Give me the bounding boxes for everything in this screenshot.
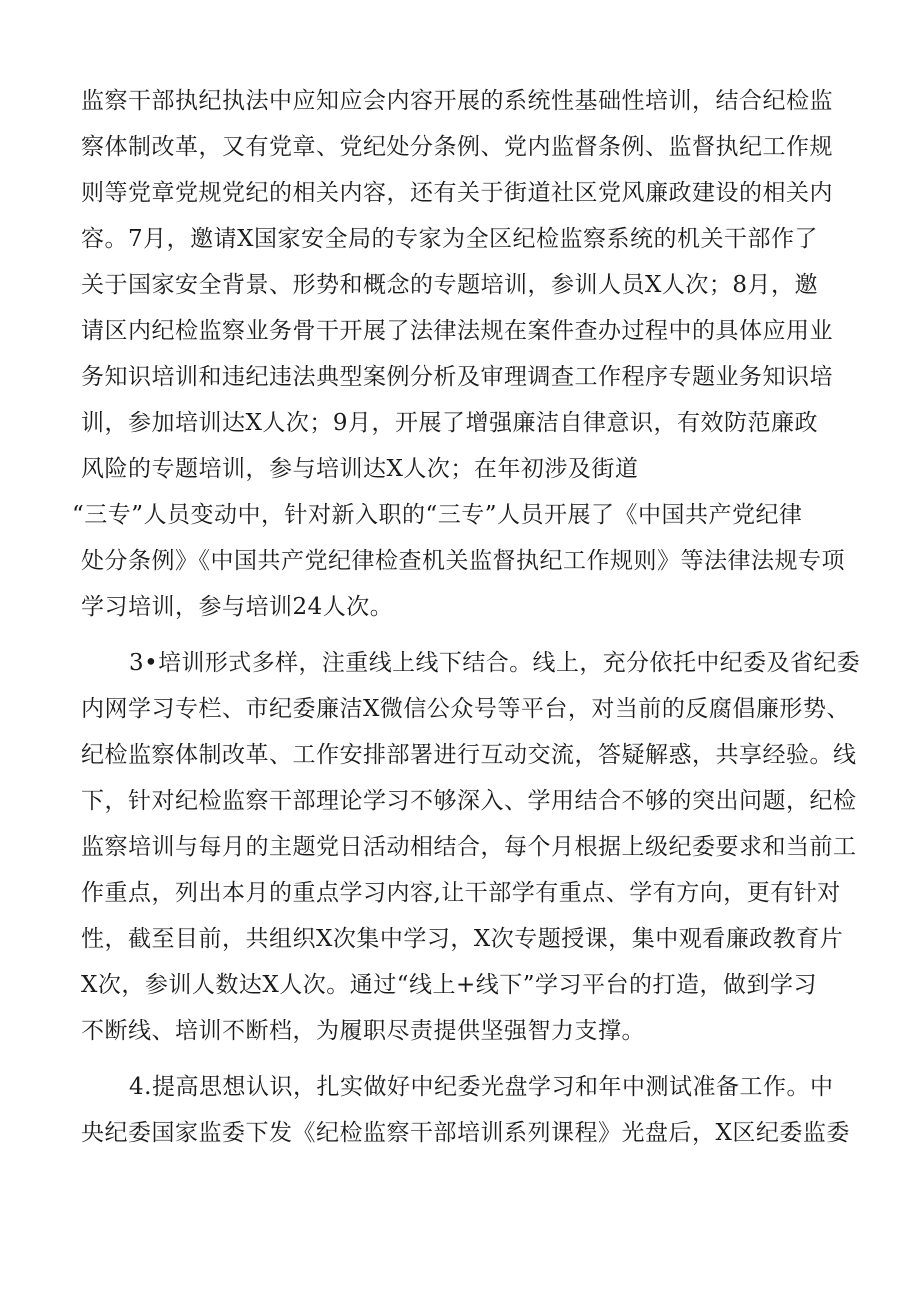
text-line: 3•培训形式多样，注重线上线下结合。线上，充分依托中纪委及省纪委 <box>129 650 861 676</box>
text-line: 监察培训与每月的主题党日活动相结合，每个月根据上级纪委要求和当前工 <box>81 834 857 860</box>
text-line: X次，参训人数达X人次。通过“线上+线下”学习平台的打造，做到学习 <box>81 972 818 998</box>
text-line: “三专”人员变动中，针对新入职的“三专”人员开展了《中国共产党纪律 <box>72 502 803 528</box>
text-line: 训，参加培训达X人次；9月，开展了增强廉洁自律意识，有效防范廉政 <box>81 410 819 436</box>
text-line: 处分条例》《中国共产党纪律检查机关监督执纪工作规则》等法律法规专项 <box>81 548 845 574</box>
text-line: 则等党章党规党纪的相关内容，还有关于街道社区党风廉政建设的相关内 <box>81 180 833 206</box>
text-line: 央纪委国家监委下发《纪检监察干部培训系列课程》光盘后，X区纪委监委 <box>81 1120 850 1146</box>
text-line: 监察干部执纪执法中应知应会内容开展的系统性基础性培训，结合纪检监 <box>81 88 833 114</box>
text-line: 请区内纪检监察业务骨干开展了法律法规在案件查办过程中的具体应用业 <box>81 318 833 344</box>
text-line: 作重点，列出本月的重点学习内容,让干部学有重点、学有方向，更有针对 <box>81 880 841 906</box>
text-line: 4.提高思想认识，扎实做好中纪委光盘学习和年中测试准备工作。中 <box>129 1074 834 1100</box>
text-line: 风险的专题培训，参与培训达X人次；在年初涉及街道 <box>81 456 639 482</box>
text-line: 不断线、培训不断档，为履职尽责提供坚强智力支撑。 <box>81 1018 645 1044</box>
text-line: 下，针对纪检监察干部理论学习不够深入、学用结合不够的突出问题，纪检 <box>81 788 857 814</box>
text-line: 察体制改革，又有党章、党纪处分条例、党内监督条例、监督执纪工作规 <box>81 134 833 160</box>
text-line: 内网学习专栏、市纪委廉洁X微信公众号等平台，对当前的反腐倡廉形势、 <box>81 696 850 722</box>
text-line: 纪检监察体制改革、工作安排部署进行互动交流，答疑解惑，共享经验。线 <box>81 742 857 768</box>
text-line: 务知识培训和违纪违法典型案例分析及审理调查工作程序专题业务知识培 <box>81 364 833 390</box>
text-line: 关于国家安全背景、形势和概念的专题培训，参训人员X人次；8月，邀 <box>81 272 819 298</box>
text-line: 性，截至目前，共组织X次集中学习，X次专题授课，集中观看廉政教育片 <box>81 926 844 952</box>
text-line: 学习培训，参与培训24人次。 <box>81 594 394 620</box>
text-line: 容。7月，邀请X国家安全局的专家为全区纪检监察系统的机关干部作了 <box>81 226 819 252</box>
